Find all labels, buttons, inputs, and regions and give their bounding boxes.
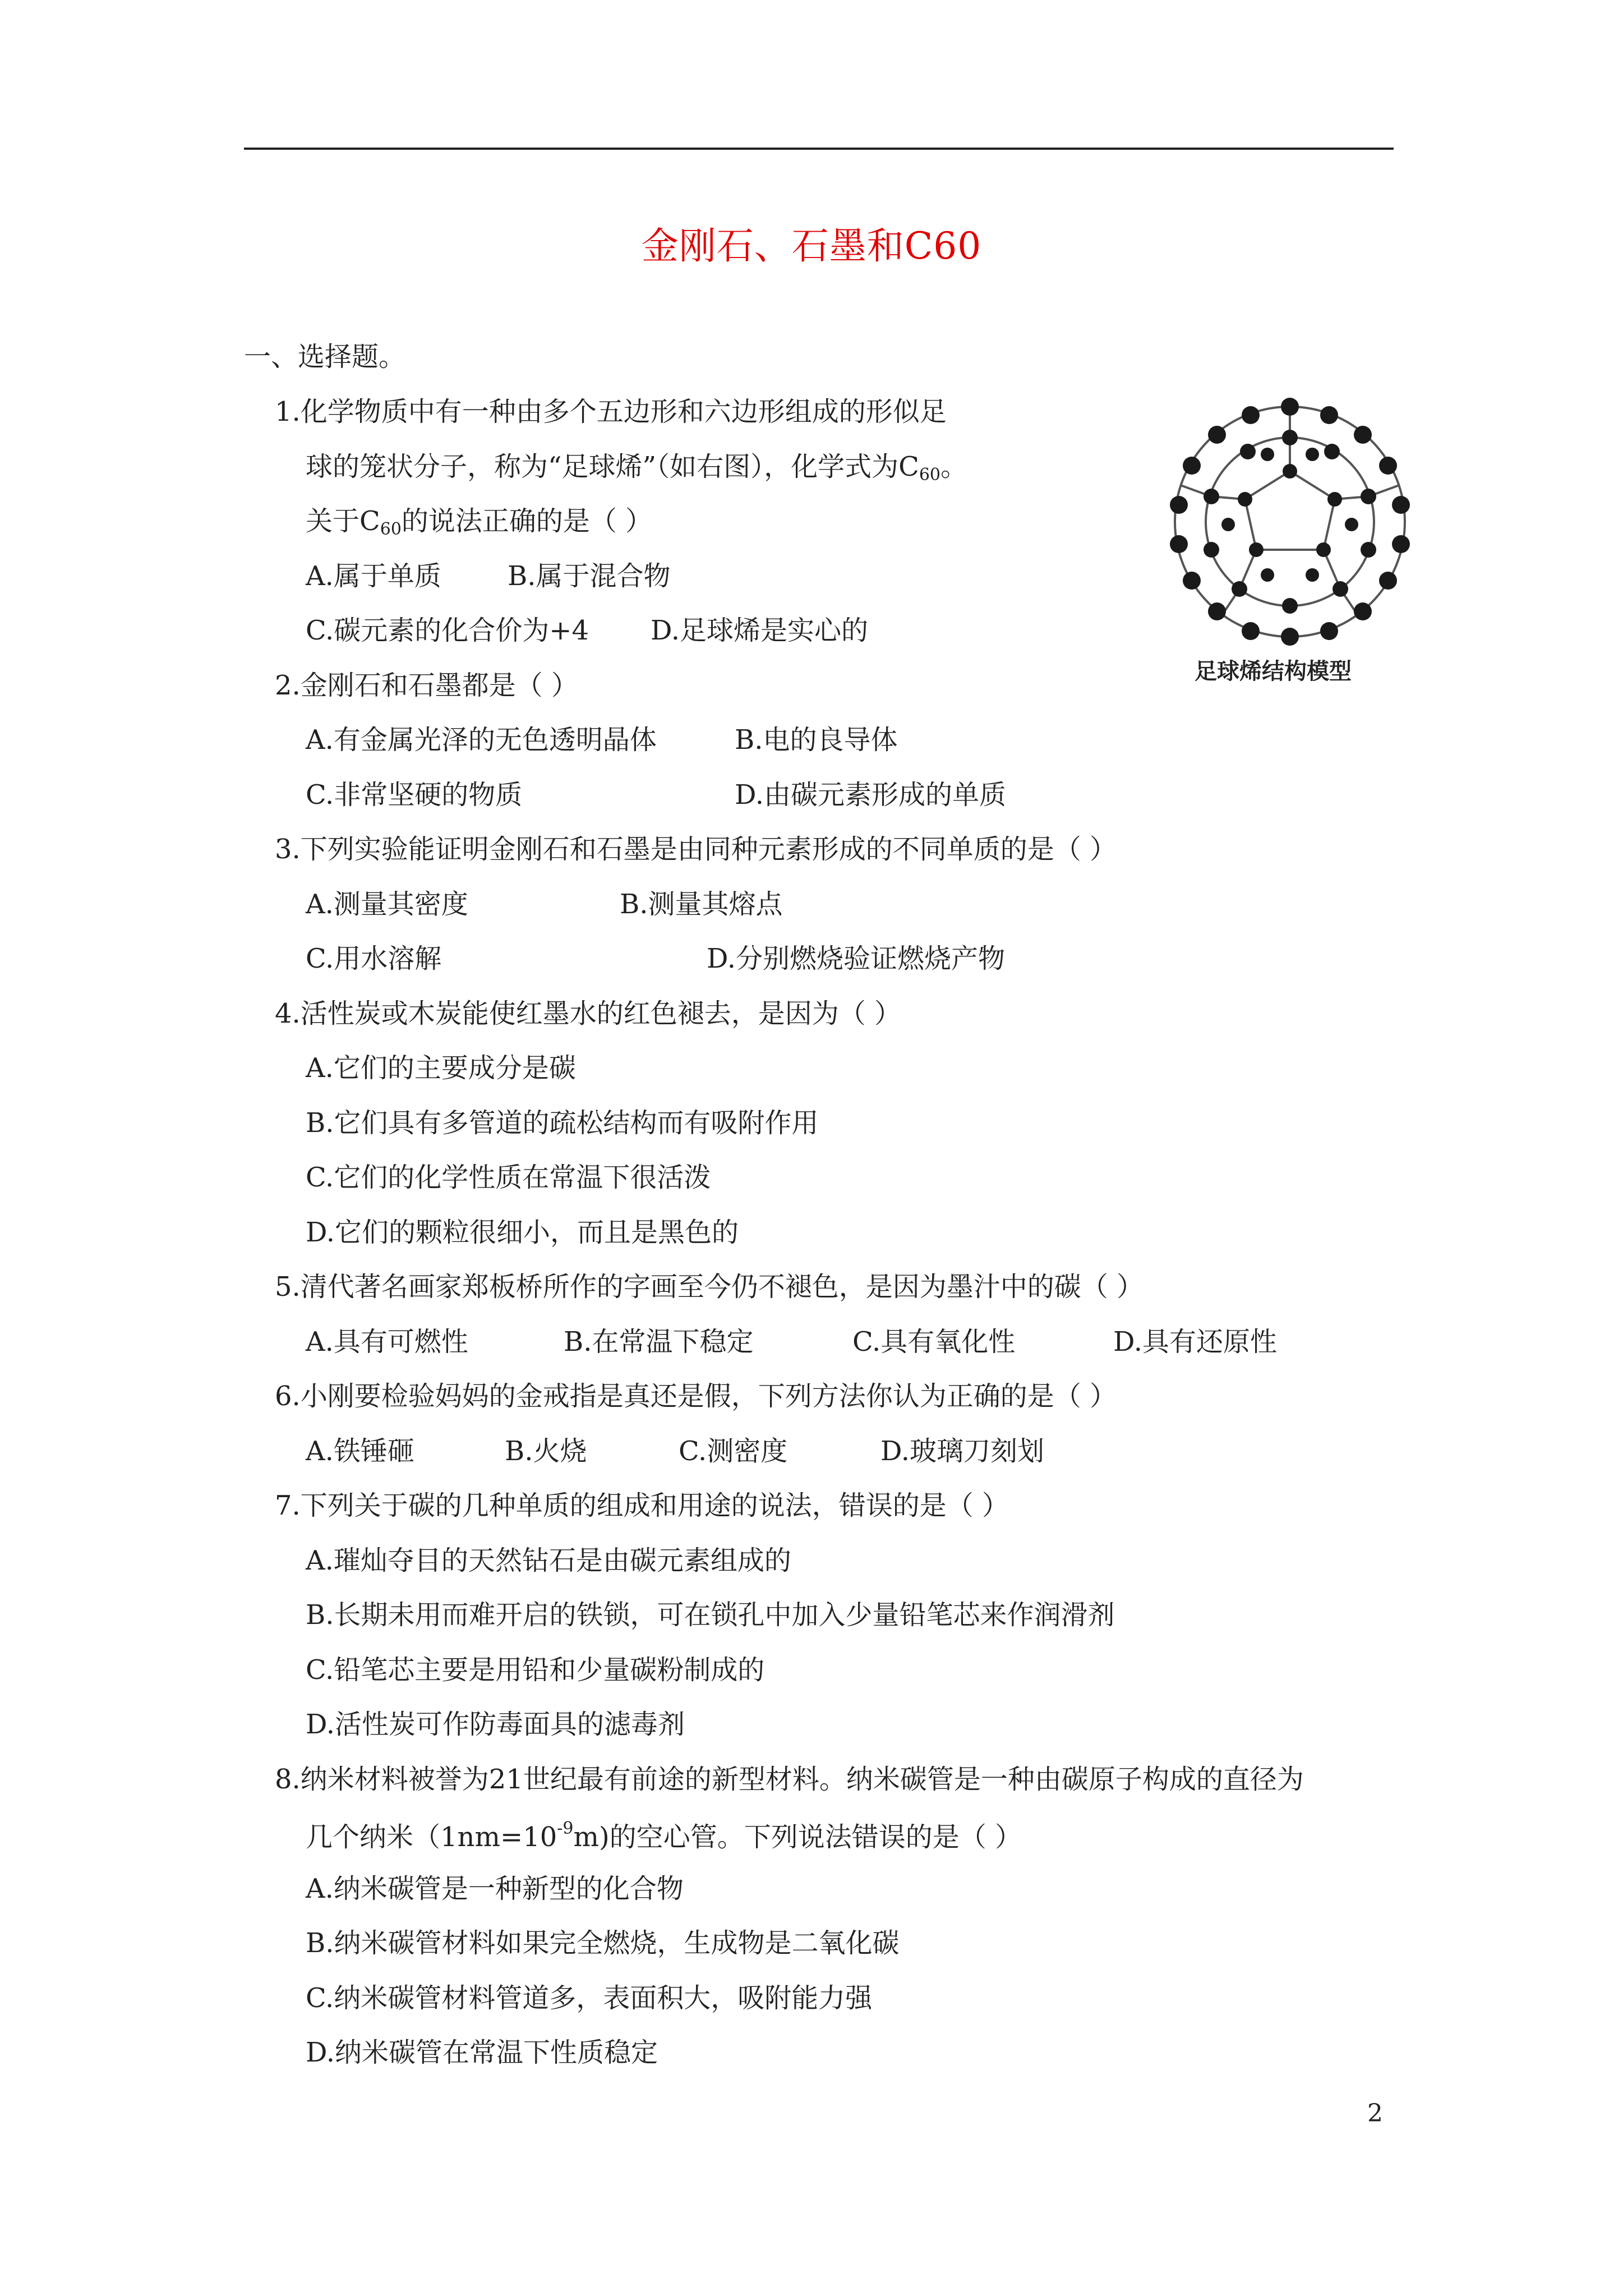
q8-stem-line2: 几个纳米$(1nm=10^{-9}m)$的空心管。下列说法错误的是（ ） — [306, 1819, 1022, 1853]
q3-option-b: B.测量其熔点 — [620, 889, 783, 920]
q6-stem: 6.小刚要检验妈妈的金戒指是真还是假，下列方法你认为正确的是（ ） — [275, 1381, 1117, 1412]
q4-stem: 4.活性炭或木炭能使红墨水的红色褪去，是因为（ ） — [275, 998, 902, 1029]
q3-option-a: A.测量其密度 — [306, 889, 468, 920]
q1-option-a: A.属于单质 — [306, 560, 441, 592]
q2-option-a: A.有金属光泽的无色透明晶体 — [306, 724, 657, 756]
q7-option-b: B.长期未用而难开启的铁锁，可在锁孔中加入少量铅笔芯来作润滑剂 — [306, 1599, 1115, 1631]
q4-option-d: D.它们的颗粒很细小，而且是黑色的 — [306, 1217, 739, 1248]
q1-option-d: D.足球烯是实心的 — [651, 615, 869, 646]
q8-option-c: C.纳米碳管材料管道多，表面积大，吸附能力强 — [306, 1982, 873, 2014]
q8-option-a: A.纳米碳管是一种新型的化合物 — [306, 1873, 684, 1904]
q6-option-c: C.测密度 — [679, 1435, 788, 1467]
buckyball-figure — [1155, 387, 1424, 690]
header-rule — [244, 148, 1394, 150]
q1-stem-line3: 关于$C_{60}$的说法正确的是（ ） — [306, 505, 653, 539]
page-title: 金刚石、石墨和C60 — [641, 224, 982, 268]
q2-option-d: D.由碳元素形成的单质 — [735, 779, 1007, 811]
q7-option-d: D.活性炭可作防毒面具的滤毒剂 — [306, 1709, 685, 1740]
q2-option-c: C.非常坚硬的物质 — [306, 779, 523, 811]
q5-stem: 5.清代著名画家郑板桥所作的字画至今仍不褪色，是因为墨汁中的碳（ ） — [275, 1271, 1144, 1303]
q5-option-a: A.具有可燃性 — [306, 1326, 468, 1358]
q6-option-b: B.火烧 — [505, 1435, 587, 1467]
q3-stem: 3.下列实验能证明金刚石和石墨是由同种元素形成的不同单质的是（ ） — [275, 834, 1117, 865]
q1-stem-line1: 1.化学物质中有一种由多个五边形和六边形组成的形似足 — [275, 396, 947, 427]
q5-option-d: D.具有还原性 — [1113, 1326, 1278, 1358]
section-heading: 一、选择题。 — [244, 341, 406, 372]
q1-stem-line2: 球的笼状分子，称为“足球烯”（如右图），化学式为$C_{60}$。 — [306, 451, 968, 485]
q6-option-d: D.玻璃刀刻划 — [880, 1435, 1045, 1467]
q7-stem: 7.下列关于碳的几种单质的组成和用途的说法，错误的是（ ） — [275, 1490, 1009, 1521]
q7-option-c: C.铅笔芯主要是用铅和少量碳粉制成的 — [306, 1654, 765, 1686]
q8-stem-line1: 8.纳米材料被誉为21世纪最有前途的新型材料。纳米碳管是一种由碳原子构成的直径为 — [275, 1764, 1304, 1795]
q4-option-a: A.它们的主要成分是碳 — [306, 1052, 576, 1084]
q1-option-b: B.属于混合物 — [508, 560, 671, 592]
q5-option-c: C.具有氧化性 — [852, 1326, 1016, 1358]
q5-option-b: B.在常温下稳定 — [564, 1326, 754, 1358]
figure-caption: 足球烯结构模型 — [1195, 659, 1352, 684]
q2-stem: 2.金刚石和石墨都是（ ） — [275, 670, 579, 701]
q6-option-a: A.铁锤砸 — [306, 1435, 414, 1467]
q2-option-b: B.电的良导体 — [735, 724, 898, 756]
q7-option-a: A.璀灿夺目的天然钻石是由碳元素组成的 — [306, 1545, 791, 1576]
page-number: 2 — [1367, 2099, 1383, 2128]
q3-option-c: C.用水溶解 — [306, 943, 442, 974]
q8-option-b: B.纳米碳管材料如果完全燃烧，生成物是二氧化碳 — [306, 1927, 900, 1959]
q4-option-b: B.它们具有多管道的疏松结构而有吸附作用 — [306, 1107, 819, 1139]
q4-option-c: C.它们的化学性质在常温下很活泼 — [306, 1162, 711, 1193]
q8-option-d: D.纳米碳管在常温下性质稳定 — [306, 2037, 658, 2068]
q1-option-c: C.碳元素的化合价为+4 — [306, 615, 589, 646]
q3-option-d: D.分别燃烧验证燃烧产物 — [707, 943, 1006, 974]
